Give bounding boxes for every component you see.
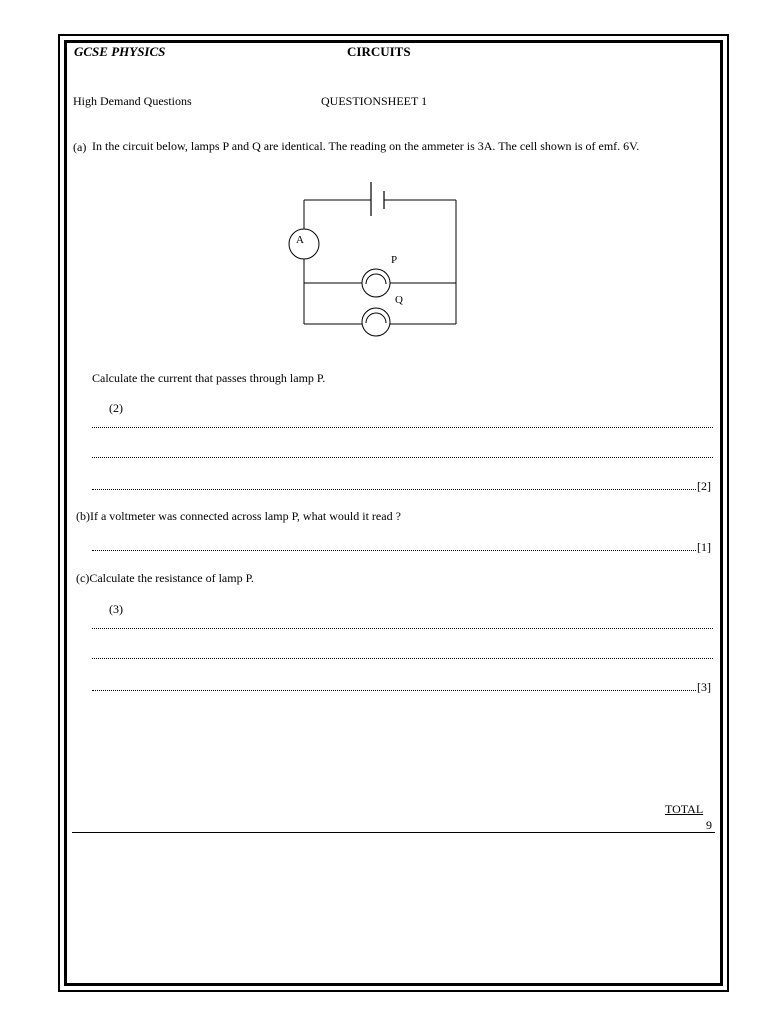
total-rule — [72, 832, 715, 833]
question-c-marks-note: (3) — [109, 602, 123, 616]
question-b-marks: [1] — [697, 540, 711, 554]
question-a-text: In the circuit below, lamps P and Q are identical. The reading on the ammeter is 3A. The cell shown is of emf. 6V. — [92, 139, 640, 153]
subject-title: GCSE PHYSICS — [74, 44, 166, 59]
answer-line — [92, 550, 696, 551]
answer-line — [92, 658, 713, 659]
total-label: TOTAL — [665, 802, 704, 816]
sheet-number: QUESTIONSHEET 1 — [321, 94, 428, 108]
answer-line — [92, 489, 696, 490]
ammeter-icon — [289, 229, 319, 259]
question-a-prompt: Calculate the current that passes through lamp P. — [92, 371, 326, 385]
demand-level: High Demand Questions — [73, 94, 192, 108]
lamp-p-label: P — [391, 254, 398, 266]
question-a-marks: [2] — [697, 479, 711, 493]
lamp-p-filament — [366, 274, 386, 284]
circuit-diagram — [284, 178, 474, 338]
answer-line — [92, 427, 713, 428]
answer-line — [92, 457, 713, 458]
answer-line — [92, 628, 713, 629]
question-a-marks-note: (2) — [109, 401, 123, 415]
question-a-label: (a) — [73, 140, 87, 154]
total-value: 9 — [706, 818, 712, 832]
question-c-text: (c)Calculate the resistance of lamp P. — [76, 571, 254, 585]
answer-line — [92, 690, 696, 691]
topic-title: CIRCUITS — [347, 44, 411, 59]
lamp-q-filament — [366, 313, 386, 323]
question-b-text: (b)If a voltmeter was connected across lamp P, what would it read ? — [76, 509, 401, 523]
question-c-marks: [3] — [697, 680, 711, 694]
lamp-q-label: Q — [395, 294, 403, 306]
ammeter-label: A — [296, 234, 304, 246]
